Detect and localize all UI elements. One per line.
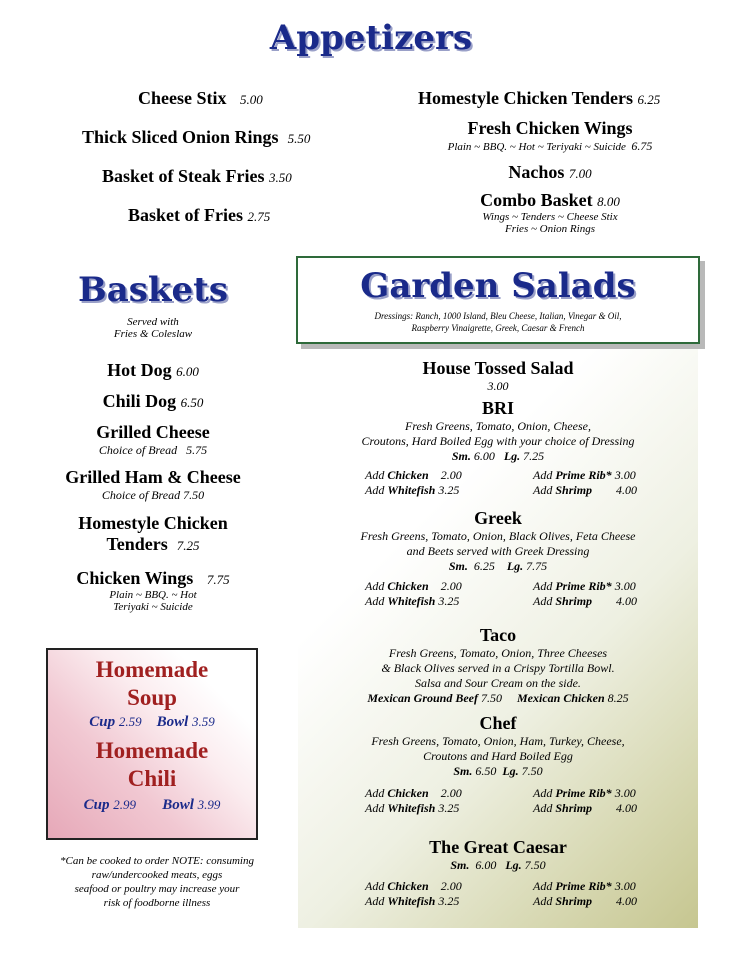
combo-item: Combo Basket 8.00 Wings ~ Tenders ~ Cheese Stix Fries ~ Onion Rings	[400, 190, 700, 235]
bri-salad: BRI Fresh Greens, Tomato, Onion, Cheese, Croutons, Hard Boiled Egg with your choice of Dressing Sm. 6.00 Lg. 7.25	[361, 398, 635, 463]
salads-title: Garden Salads	[360, 266, 636, 306]
fries-item: Basket of Fries 2.75	[128, 205, 271, 225]
soup-heading-2: Soup	[127, 685, 177, 710]
combo-desc-2: Fries ~ Onion Rings	[505, 223, 595, 235]
app-wings-item	[400, 118, 700, 154]
grilled-cheese-item: Grilled Cheese Choice of Bread 5.75	[96, 422, 210, 457]
basket-tenders-item: Homestyle Chicken Tenders 7.25	[78, 513, 228, 554]
onion-rings-item: Thick Sliced Onion Rings 5.50	[82, 127, 311, 147]
caesar-salad: The Great Caesar Sm. 6.00 Lg. 7.50	[429, 837, 567, 872]
chili-prices: Cup 2.99 Bowl 3.99	[83, 797, 221, 813]
dressings-list: Dressings: Ranch, 1000 Island, Bleu Cheese, Italian, Vinegar & Oil, Raspberry Vinaigrette, Greek, Caesar & French	[374, 311, 622, 333]
caesar-addons-right: Add Prime Rib* 3.00 Add Shrimp 4.00	[533, 879, 638, 908]
caesar-addons-left: Add Chicken 2.00 Add Whitefish 3.25	[365, 879, 462, 908]
greek-addons-left: Add Chicken 2.00 Add Whitefish 3.25	[365, 579, 462, 608]
app-wings-price: 6.75	[631, 139, 653, 153]
greek-addons-right: Add Prime Rib* 3.00 Add Shrimp 4.00	[533, 579, 638, 608]
app-tenders-item: Homestyle Chicken Tenders 6.25	[418, 88, 661, 108]
steak-fries-item: Basket of Steak Fries 3.50	[102, 166, 292, 186]
appetizers-title: Appetizers	[269, 18, 473, 58]
combo-desc-1: Wings ~ Tenders ~ Cheese Stix	[482, 211, 618, 223]
consumption-note: *Can be cooked to order NOTE: consuming raw/undercooked meats, eggs seafood or poultry may increase your risk of foodborne illness	[60, 855, 254, 909]
hot-dog-item: Hot Dog 6.00	[107, 360, 199, 380]
nachos-item: Nachos 7.00	[508, 162, 592, 182]
chef-addons-left: Add Chicken 2.00 Add Whitefish 3.25	[365, 786, 462, 815]
baskets-served: Served with Fries & Coleslaw	[113, 316, 193, 340]
basket-wings-item: Chicken Wings 7.75 Plain ~ BBQ. ~ Hot Teriyaki ~ Suicide	[76, 568, 230, 613]
app-wings-desc: Plain ~ BBQ. ~ Hot ~ Teriyaki ~ Suicide	[447, 141, 626, 153]
soup-chili-box	[46, 648, 258, 840]
chili-dog-item: Chili Dog 6.50	[102, 391, 204, 411]
chili-heading-1: Homemade	[95, 738, 209, 763]
ham-cheese-item: Grilled Ham & Cheese Choice of Bread 7.50	[65, 467, 241, 502]
house-salad: House Tossed Salad 3.00	[422, 358, 574, 393]
cheese-stix-item: Cheese Stix 5.00	[138, 88, 263, 108]
greek-salad: Greek Fresh Greens, Tomato, Onion, Black Olives, Feta Cheese and Beets served with Greek Dressing Sm. 6.25 Lg. 7.75	[360, 508, 636, 573]
soup-heading-1: Homemade	[95, 657, 209, 682]
chef-addons-right: Add Prime Rib* 3.00 Add Shrimp 4.00	[533, 786, 638, 815]
salads-header-box	[296, 256, 700, 344]
bri-addons-right: Add Prime Rib* 3.00 Add Shrimp 4.00	[533, 468, 638, 497]
chili-heading-2: Chili	[127, 766, 177, 791]
baskets-title: Baskets	[78, 270, 228, 310]
soup-prices: Cup 2.59 Bowl 3.59	[89, 714, 215, 730]
app-wings-name: Fresh Chicken Wings	[467, 118, 633, 138]
taco-salad: Taco Fresh Greens, Tomato, Onion, Three Cheeses & Black Olives served in a Crispy Tortilla Bowl. Salsa and Sour Cream on the side. Mexican Ground Beef 7.50 Mexican Chicken 8.25	[367, 625, 629, 705]
chef-salad: Chef Fresh Greens, Tomato, Onion, Ham, Turkey, Cheese, Croutons and Hard Boiled Egg Sm. 6.50 Lg. 7.50	[371, 713, 625, 778]
bri-addons-left: Add Chicken 2.00 Add Whitefish 3.25	[365, 468, 462, 497]
